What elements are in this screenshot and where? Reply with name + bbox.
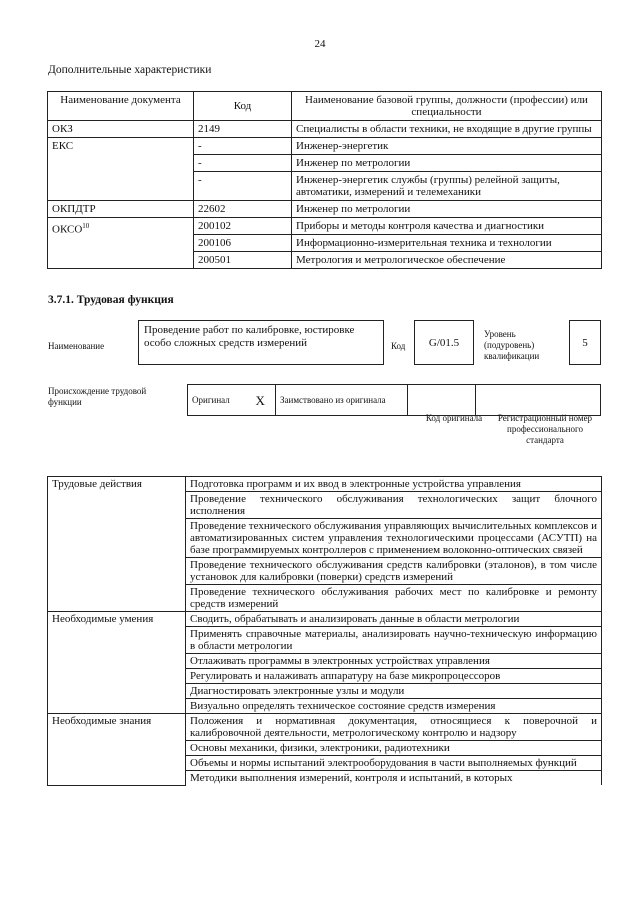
name-cell: Специалисты в области техники, не входящие в другие группы [292, 121, 602, 138]
group-label: Необходимые умения [48, 612, 186, 714]
doc-cell: ОКПДТР [48, 201, 194, 218]
list-item: Визуально определять техническое состояние средств измерения [186, 699, 602, 714]
table-row [48, 121, 602, 138]
code-original-label: Код оригинала [425, 413, 483, 423]
header-doc: Наименование документа [48, 92, 194, 121]
borrowed-label: Заимствовано из оригинала [276, 385, 408, 416]
code-cell: - [194, 138, 292, 155]
table-row [48, 477, 602, 492]
name-cell: Инженер-энергетик службы (группы) релейной защиты, автоматики, измерений и телемеханики [292, 172, 602, 201]
list-item: Проведение технического обслуживания технологических защит блочного исполнения [186, 492, 602, 519]
code-cell: 200501 [194, 252, 292, 269]
list-item: Положения и нормативная документация, относящиеся к поверочной и калибровочной деятельности, метрологическому контролю и надзору [186, 714, 602, 741]
name-label: Наименование [48, 341, 105, 351]
labor-function-table [47, 476, 602, 786]
group-label: Трудовые действия [48, 477, 186, 612]
doc-cell: ЕКС [48, 138, 194, 201]
origin-label: Происхождение трудовой функции [48, 386, 147, 407]
function-name-box: Проведение работ по калибровке, юстировке особо сложных средств измерений [138, 320, 384, 365]
list-item: Сводить, обрабатывать и анализировать данные в области метрологии [186, 612, 602, 627]
code-cell: 200106 [194, 235, 292, 252]
name-cell: Инженер по метрологии [292, 155, 602, 172]
list-item: Проведение технического обслуживания управляющих вычислительных комплексов и автоматизированных систем управления технологическими процессами (АСУТП) на базе программируемых контроллеров с применением волоконно-оптических связей [186, 519, 602, 558]
origin-table [187, 384, 601, 416]
name-cell: Метрология и метрологическое обеспечение [292, 252, 602, 269]
list-item: Отлаживать программы в электронных устройствах управления [186, 654, 602, 669]
labor-function-title: 3.7.1. Трудовая функция [48, 294, 174, 306]
header-name: Наименование базовой группы, должности (профессии) или специальности [292, 92, 602, 121]
code-original-cell [408, 385, 476, 416]
original-mark: X [246, 385, 276, 416]
list-item: Проведение технического обслуживания средств калибровки (эталонов), в том числе установок для калибровки (поверки) средств измерений [186, 558, 602, 585]
code-cell: - [194, 172, 292, 201]
reg-number-cell [476, 385, 601, 416]
table-row [48, 201, 602, 218]
name-cell: Инженер по метрологии [292, 201, 602, 218]
qualification-level-box: 5 [569, 320, 601, 365]
table-row [48, 714, 602, 741]
origin-row [188, 385, 601, 416]
code-cell: 200102 [194, 218, 292, 235]
name-cell: Приборы и методы контроля качества и диагностики [292, 218, 602, 235]
code-cell: - [194, 155, 292, 172]
list-item: Объемы и нормы испытаний электрооборудования в части выполняемых функций [186, 756, 602, 771]
table-row [48, 612, 602, 627]
doc-cell: ОКСО$^{10}$ [48, 218, 194, 269]
doc-cell: ОКЗ [48, 121, 194, 138]
list-item: Основы механики, физики, электроники, радиотехники [186, 741, 602, 756]
additional-characteristics-table [47, 91, 602, 269]
list-item: Проведение технического обслуживания рабочих мест по калибровке и ремонту средств измерений [186, 585, 602, 612]
footnote-ref: 10 [82, 222, 90, 230]
code-label: Код [391, 341, 406, 351]
list-item: Подготовка программ и их ввод в электронные устройства управления [186, 477, 602, 492]
name-cell: Информационно-измерительная техника и технологии [292, 235, 602, 252]
reg-number-label: Регистрационный номер профессионального стандарта [497, 413, 593, 445]
page-number: 24 [314, 38, 326, 50]
table-row [48, 218, 602, 235]
code-value-box: G/01.5 [414, 320, 474, 365]
section-title: Дополнительные характеристики [48, 64, 212, 76]
list-item: Методики выполнения измерений, контроля и испытаний, в которых [186, 771, 602, 786]
table-row [48, 138, 602, 155]
list-item: Диагностировать электронные узлы и модули [186, 684, 602, 699]
table-header-row [48, 92, 602, 121]
list-item: Применять справочные материалы, анализировать научно-техническую информацию в области метрологии [186, 627, 602, 654]
original-label: Оригинал [188, 385, 246, 416]
header-code: Код [194, 92, 292, 121]
code-cell: 22602 [194, 201, 292, 218]
name-cell: Инженер-энергетик [292, 138, 602, 155]
list-item: Регулировать и налаживать аппаратуру на базе микропроцессоров [186, 669, 602, 684]
group-label: Необходимые знания [48, 714, 186, 786]
qualification-level-label: Уровень (подуровень) квалификации [484, 329, 540, 361]
code-cell: 2149 [194, 121, 292, 138]
